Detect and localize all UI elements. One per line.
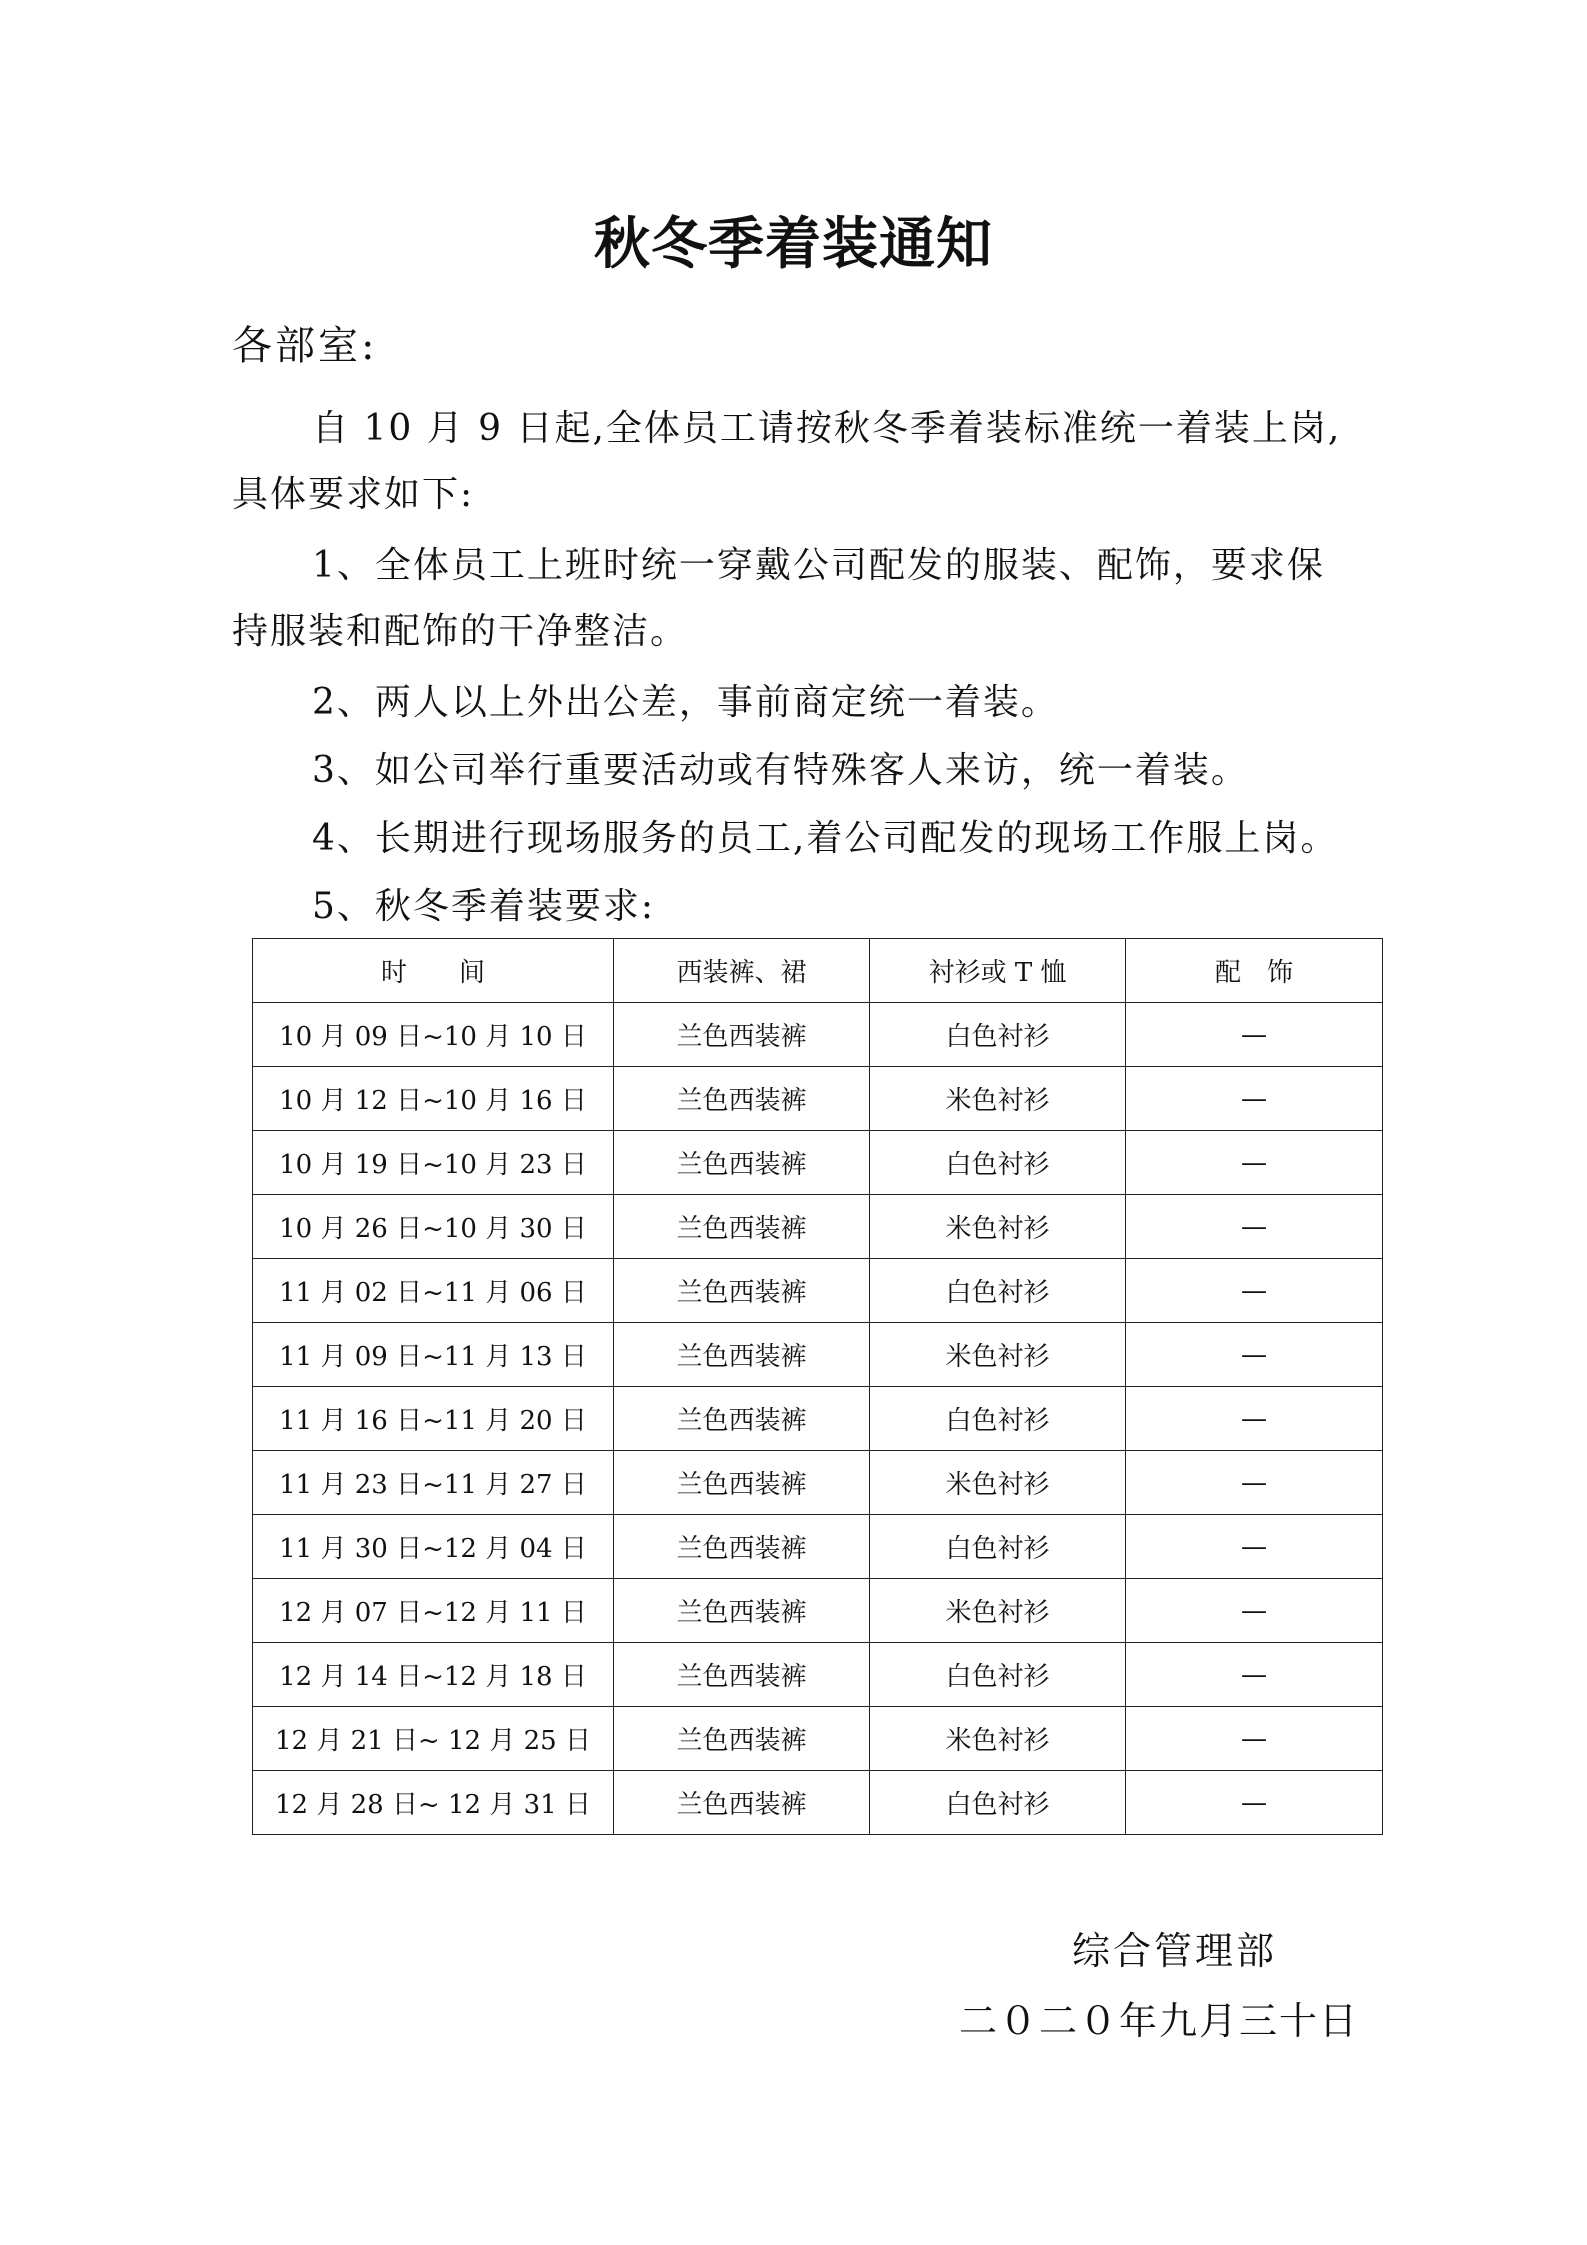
cell-trousers: 兰色西装裤: [614, 1771, 870, 1835]
cell-trousers: 兰色西装裤: [614, 1131, 870, 1195]
cell-shirt: 白色衬衫: [870, 1515, 1126, 1579]
cell-time-range: 10 月 12 日~10 月 16 日: [253, 1067, 614, 1131]
cell-accessories: —: [1126, 1643, 1383, 1707]
requirement-item-5: 5、秋冬季着装要求:: [312, 886, 656, 927]
cell-accessories: —: [1126, 1515, 1383, 1579]
cell-trousers: 兰色西装裤: [614, 1259, 870, 1323]
header-accessories: 配 饰: [1126, 939, 1383, 1003]
header-time: 时 间: [253, 939, 614, 1003]
cell-shirt: 米色衬衫: [870, 1579, 1126, 1643]
cell-shirt: 米色衬衫: [870, 1067, 1126, 1131]
cell-accessories: —: [1126, 1451, 1383, 1515]
table-row: [253, 1707, 1383, 1771]
cell-accessories: —: [1126, 1387, 1383, 1451]
cell-shirt: 白色衬衫: [870, 1387, 1126, 1451]
header-shirt: 衬衫或 T 恤: [870, 939, 1126, 1003]
cell-shirt: 米色衬衫: [870, 1451, 1126, 1515]
cell-trousers: 兰色西装裤: [614, 1643, 870, 1707]
cell-time-range: 12 月 07 日~12 月 11 日: [253, 1579, 614, 1643]
cell-time-range: 10 月 09 日~10 月 10 日: [253, 1003, 614, 1067]
signature-date: 二０二０年九月三十日: [958, 1999, 1359, 2043]
cell-accessories: —: [1126, 1195, 1383, 1259]
table-row: [253, 1579, 1383, 1643]
document-title: 秋冬季着装通知: [594, 212, 993, 277]
dress-schedule-table: [252, 938, 1383, 1835]
cell-trousers: 兰色西装裤: [614, 1451, 870, 1515]
cell-time-range: 11 月 16 日~11 月 20 日: [253, 1387, 614, 1451]
table-row: [253, 1067, 1383, 1131]
cell-accessories: —: [1126, 1579, 1383, 1643]
cell-trousers: 兰色西装裤: [614, 1579, 870, 1643]
cell-time-range: 12 月 28 日~ 12 月 31 日: [253, 1771, 614, 1835]
cell-shirt: 白色衬衫: [870, 1771, 1126, 1835]
cell-accessories: —: [1126, 1067, 1383, 1131]
table-row: [253, 1195, 1383, 1259]
table-row: [253, 1003, 1383, 1067]
table-body: [253, 1003, 1383, 1835]
table-row: [253, 1643, 1383, 1707]
requirement-item-4: 4、长期进行现场服务的员工,着公司配发的现场工作服上岗。: [312, 818, 1339, 859]
cell-shirt: 白色衬衫: [870, 1259, 1126, 1323]
cell-accessories: —: [1126, 1707, 1383, 1771]
cell-accessories: —: [1126, 1131, 1383, 1195]
table-row: [253, 1259, 1383, 1323]
table-row: [253, 1515, 1383, 1579]
cell-shirt: 米色衬衫: [870, 1323, 1126, 1387]
requirement-item-2: 2、两人以上外出公差，事前商定统一着装。: [312, 682, 1059, 723]
cell-shirt: 米色衬衫: [870, 1707, 1126, 1771]
intro-paragraph: 自 10 月 9 日起,全体员工请按秋冬季着装标准统一着装上岗,具体要求如下:: [232, 408, 1342, 515]
cell-trousers: 兰色西装裤: [614, 1323, 870, 1387]
cell-time-range: 11 月 02 日~11 月 06 日: [253, 1259, 614, 1323]
cell-time-range: 10 月 19 日~10 月 23 日: [253, 1131, 614, 1195]
cell-trousers: 兰色西装裤: [614, 1707, 870, 1771]
table-header-row: [253, 939, 1383, 1003]
cell-shirt: 白色衬衫: [870, 1003, 1126, 1067]
cell-shirt: 米色衬衫: [870, 1195, 1126, 1259]
cell-trousers: 兰色西装裤: [614, 1003, 870, 1067]
cell-trousers: 兰色西装裤: [614, 1387, 870, 1451]
table-row: [253, 1131, 1383, 1195]
requirement-item-3: 3、如公司举行重要活动或有特殊客人来访，统一着装。: [312, 750, 1249, 791]
cell-accessories: —: [1126, 1259, 1383, 1323]
addressee: 各部室:: [232, 323, 378, 369]
cell-time-range: 11 月 23 日~11 月 27 日: [253, 1451, 614, 1515]
header-trousers: 西装裤、裙: [614, 939, 870, 1003]
cell-accessories: —: [1126, 1771, 1383, 1835]
table-row: [253, 1451, 1383, 1515]
requirement-item-1: 1、全体员工上班时统一穿戴公司配发的服装、配饰，要求保持服装和配饰的干净整洁。: [232, 545, 1325, 652]
cell-accessories: —: [1126, 1003, 1383, 1067]
cell-time-range: 11 月 09 日~11 月 13 日: [253, 1323, 614, 1387]
cell-shirt: 白色衬衫: [870, 1643, 1126, 1707]
cell-accessories: —: [1126, 1323, 1383, 1387]
cell-trousers: 兰色西装裤: [614, 1515, 870, 1579]
signature-department: 综合管理部: [1071, 1929, 1277, 1973]
cell-shirt: 白色衬衫: [870, 1131, 1126, 1195]
cell-trousers: 兰色西装裤: [614, 1067, 870, 1131]
cell-trousers: 兰色西装裤: [614, 1195, 870, 1259]
cell-time-range: 11 月 30 日~12 月 04 日: [253, 1515, 614, 1579]
table-row: [253, 1323, 1383, 1387]
table-row: [253, 1771, 1383, 1835]
cell-time-range: 10 月 26 日~10 月 30 日: [253, 1195, 614, 1259]
table-row: [253, 1387, 1383, 1451]
cell-time-range: 12 月 14 日~12 月 18 日: [253, 1643, 614, 1707]
cell-time-range: 12 月 21 日~ 12 月 25 日: [253, 1707, 614, 1771]
